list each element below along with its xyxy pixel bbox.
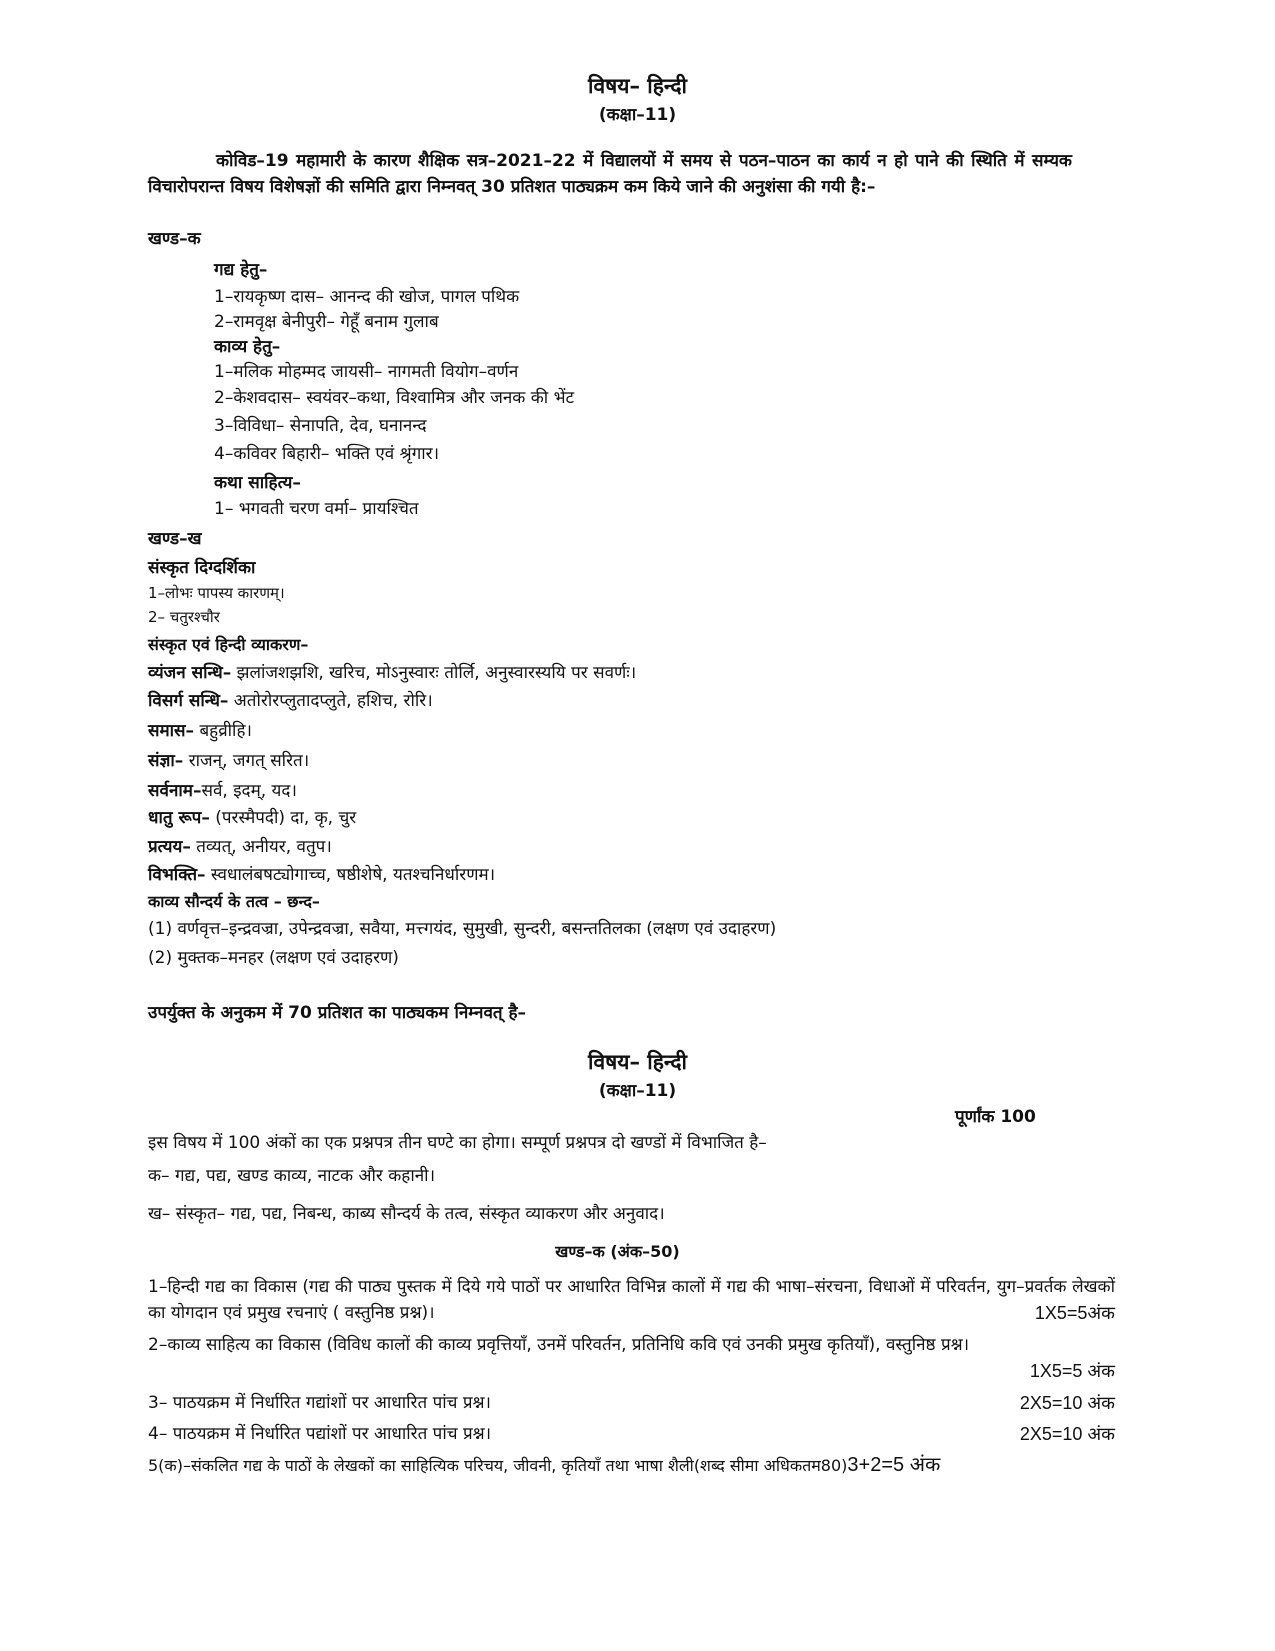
question-row xyxy=(148,1421,1115,1447)
vyakaran-item xyxy=(148,805,356,828)
exam-intro-line: इस विषय में 100 अंकों का एक प्रश्नपत्र तीन घण्टे का होगा। सम्पूर्ण प्रश्नपत्र दो खण्डों में विभाजित है– xyxy=(148,1133,767,1153)
kavya-heading: काव्य हेतु– xyxy=(214,337,281,357)
exam-intro-line: ख– संस्कृत– गद्य, पद्य, निबन्ध, काब्य सौन्दर्य के तत्व, संस्कृत व्याकरण और अनुवाद। xyxy=(148,1204,665,1224)
vyakaran-label: विभक्ति– xyxy=(148,865,206,885)
khand-ka-marks-heading: खण्ड–क (अंक–50) xyxy=(555,1242,680,1261)
vyakaran-value: सर्व, इदम्, यद। xyxy=(201,781,297,801)
question-marks: 3+2=5 अंक xyxy=(847,1454,941,1476)
kavya-saundarya-heading: काव्य सौन्दर्य के तत्व – छन्द– xyxy=(148,892,320,911)
list-item: 1– भगवती चरण वर्मा– प्रायश्चित xyxy=(214,499,419,519)
chhand-item: (1) वर्णवृत्त–इन्द्रवज्रा, उपेन्द्रवज्रा, सवैया, मत्त्गयंद, सुमुखी, सुन्दरी, बसन्ततिलका (लक्षण एवं उदाहरण) xyxy=(148,919,777,939)
seventy-percent-line: उपर्युक्त के अनुकम में 70 प्रतिशत का पाठ्यकम निम्नवत् है– xyxy=(148,1003,527,1023)
katha-heading: कथा साहित्य– xyxy=(214,473,301,493)
khand-ka-heading: खण्ड–क xyxy=(148,229,201,249)
vyakaran-value: बहुव्रीहि। xyxy=(194,721,252,741)
vyakaran-value: अतोरोरप्लुतादप्लुते, हशिच, रोरि। xyxy=(228,691,433,711)
class-label-2: (कक्षा–11) xyxy=(598,1081,677,1101)
question-row xyxy=(148,1274,1115,1326)
question-row xyxy=(148,1452,1148,1479)
list-item: 1–रायकृष्ण दास– आनन्द की खोज, पागल पथिक xyxy=(214,287,520,307)
list-item: 2– चतुरश्चौर xyxy=(148,608,220,626)
vyakaran-label: सर्वनाम– xyxy=(148,781,202,801)
list-item: 1–लोभः पापस्य कारणम्। xyxy=(148,584,285,602)
vyakaran-item xyxy=(148,778,297,801)
vyakaran-label: विसर्ग सन्धि– xyxy=(148,691,229,711)
list-item: 3–विविधा– सेनापति, देव, घनानन्द xyxy=(214,416,427,436)
vyakaran-value: राजन्, जगत् सरित। xyxy=(183,751,310,771)
vyakaran-item xyxy=(148,834,332,857)
vyakaran-item xyxy=(148,862,495,885)
list-item: 2–केशवदास– स्वयंवर–कथा, विश्वामित्र और जनक की भेंट xyxy=(214,388,575,408)
vyakaran-heading: संस्कृत एवं हिन्दी व्याकरण– xyxy=(148,635,309,654)
vyakaran-label: प्रत्यय– xyxy=(148,837,191,857)
vyakaran-label: संज्ञा– xyxy=(148,751,184,771)
class-label: (कक्षा–11) xyxy=(598,105,677,125)
vyakaran-item xyxy=(148,660,636,683)
question-text: 1–हिन्दी गद्य का विकास (गद्य की पाठ्य पुस्तक में दिये गये पाठों पर आधारित विभिन्न कालों में गद्य की भाषा–संरचना, विधाओं में परिवर्तन, युग–प्रवर्तक लेखकों का योगदान एवं प्रमुख रचनाएं ( वस्तुनिष्ठ प्रश्न)। xyxy=(148,1277,1115,1323)
question-row xyxy=(148,1390,1115,1416)
vyakaran-value: (परस्मैपदी) दा, कृ, चुर xyxy=(209,808,357,828)
gadya-heading: गद्य हेतु– xyxy=(214,260,268,280)
question-text: 5(क)–संकलित गद्य के पाठों के लेखकों का साहित्यिक परिचय, जीवनी, कृतियाँ तथा भाषा शैली(शब्द सीमा अधिकतम80) xyxy=(148,1456,848,1475)
vyakaran-label: व्यंजन सन्धि– xyxy=(148,663,232,683)
vyakaran-value: तव्यत्, अनीयर, वतुप। xyxy=(190,837,332,857)
question-marks: 2X5=10 अंक xyxy=(1019,1424,1115,1444)
vyakaran-value: झलांजशझशि, खरिच, मोऽनुस्वारः तोर्लि, अनुस्वारस्ययि पर सवर्णः। xyxy=(231,663,637,683)
subject-title: विषय– हिन्दी xyxy=(588,74,687,98)
question-row xyxy=(148,1332,1115,1384)
vyakaran-value: स्वधालंबषट्योगाच्च, षष्ठीशेषे, यतश्चनिर्धारणम। xyxy=(205,865,496,885)
chhand-item: (2) मुक्तक–मनहर (लक्षण एवं उदाहरण) xyxy=(148,948,399,968)
sanskrit-heading: संस्कृत दिग्दर्शिका xyxy=(148,558,256,578)
intro-paragraph: कोविड–19 महामारी के कारण शैक्षिक सत्र–2021–22 में विद्यालयों में समय से पठन–पाठन का कार्य न हो पाने की स्थिति में सम्यक विचारोपरान्त विषय विशेषज्ञों की समिति द्वारा निम्नवत् 30 प्रतिशत पाठ्यक्रम कम किये जाने की अनुशंसा की गयी है:– xyxy=(148,151,1072,197)
vyakaran-item xyxy=(148,748,309,771)
list-item: 4–कविवर बिहारी– भक्ति एवं श्रृंगार। xyxy=(214,444,440,464)
question-text: 2–काव्य साहित्य का विकास (विविध कालों की काव्य प्रवृत्तियाँ, उनमें परिवर्तन, प्रतिनिधि कवि एवं उनकी प्रमुख कृतियाँ), वस्तुनिष्ठ प्रश्न। xyxy=(148,1335,970,1355)
vyakaran-item xyxy=(148,718,252,741)
khand-kha-heading: खण्ड–ख xyxy=(148,529,202,549)
exam-intro-line: क– गद्य, पद्य, खण्ड काव्य, नाटक और कहानी। xyxy=(148,1166,436,1186)
question-text: 4– पाठयक्रम में निर्धारित पद्यांशों पर आधारित पांच प्रश्न। xyxy=(148,1424,492,1444)
question-marks: 1X5=5अंक xyxy=(1034,1303,1115,1323)
question-marks: 1X5=5 अंक xyxy=(1029,1361,1115,1381)
vyakaran-label: समास– xyxy=(148,721,195,741)
full-marks: पूर्णांक 100 xyxy=(955,1107,1036,1127)
question-marks: 2X5=10 अंक xyxy=(1019,1393,1115,1413)
vyakaran-item xyxy=(148,688,433,711)
question-text: 3– पाठयक्रम में निर्धारित गद्यांशों पर आधारित पांच प्रश्न। xyxy=(148,1393,491,1413)
subject-title-2: विषय– हिन्दी xyxy=(588,1050,687,1074)
vyakaran-label: धातु रूप– xyxy=(148,808,210,828)
list-item: 1–मलिक मोहम्मद जायसी– नागमती वियोग–वर्णन xyxy=(214,362,519,382)
list-item: 2–रामवृक्ष बेनीपुरी– गेहूँ बनाम गुलाब xyxy=(214,312,439,332)
